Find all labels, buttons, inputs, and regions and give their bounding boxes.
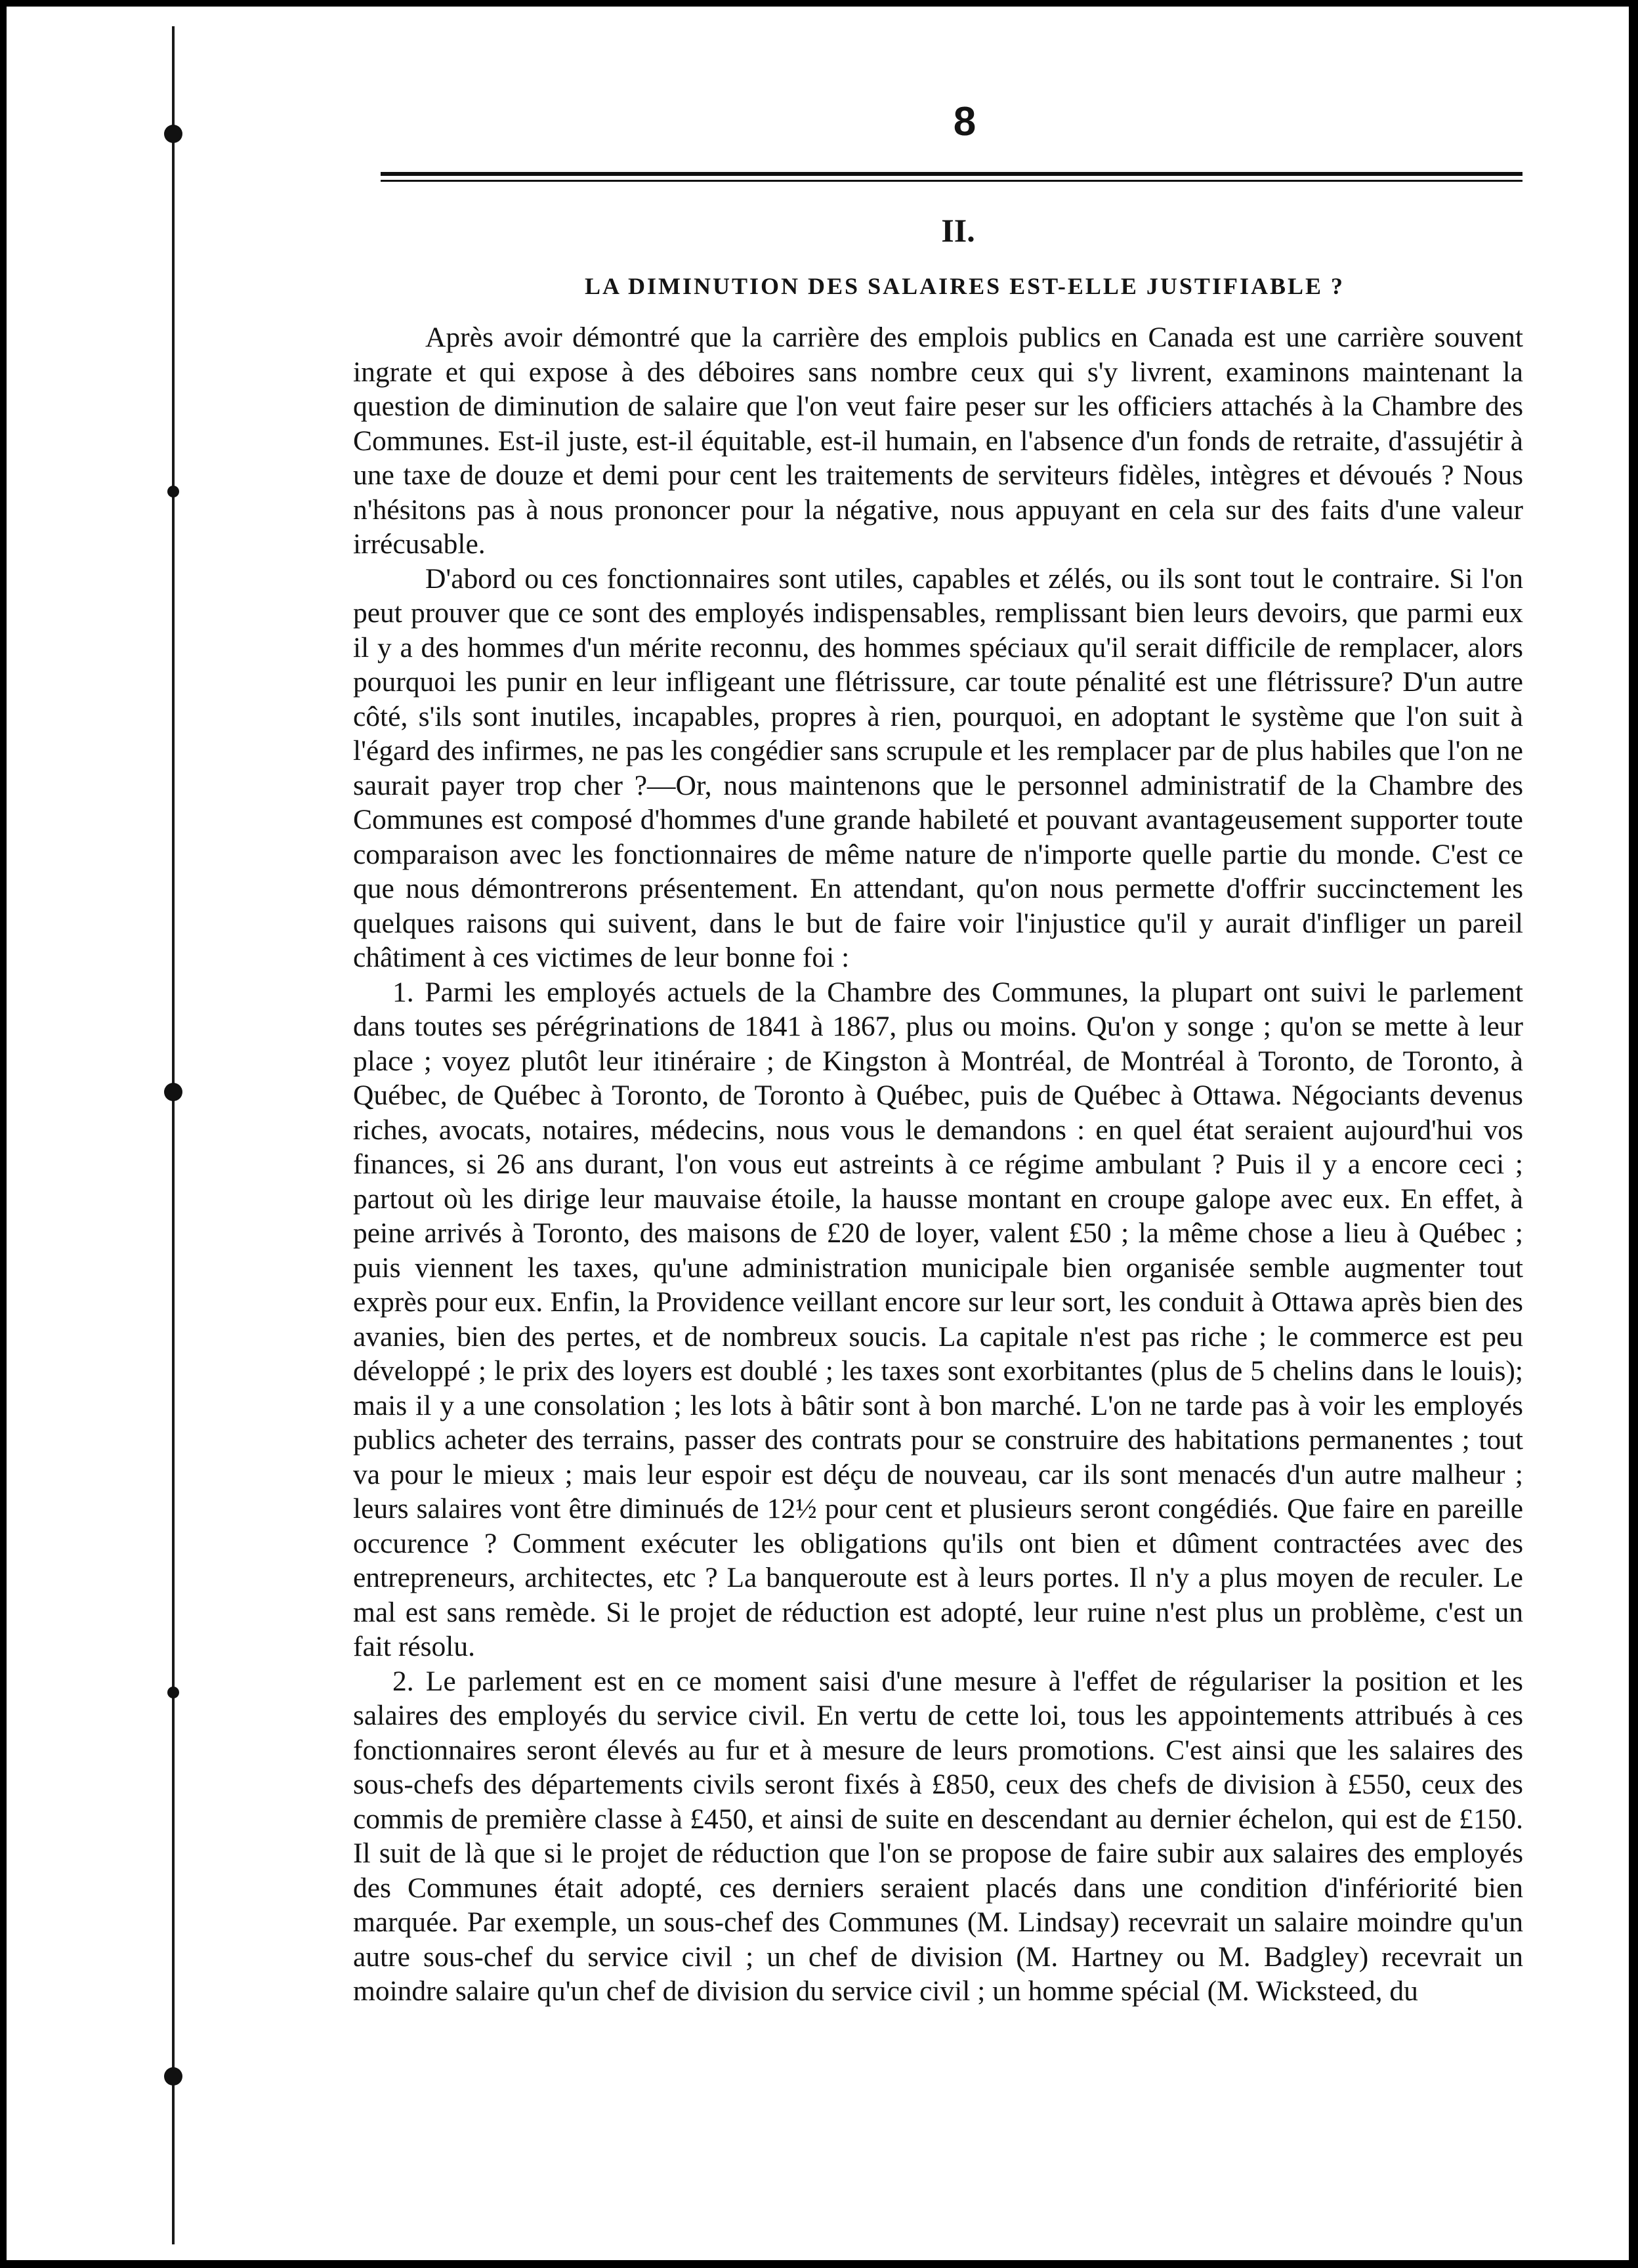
scan-border-bottom [0,2260,1638,2268]
binding-gutter-line [172,26,175,2244]
header-rule-thin [381,180,1522,182]
body-text [353,320,1523,2009]
page-number: 8 [953,99,976,144]
binding-hole-mark [164,2067,182,2086]
binding-hole-mark [167,486,179,497]
scan-border-left [0,0,7,2268]
section-title: LA DIMINUTION DES SALAIRES EST-ELLE JUSTIFIABLE ? [585,273,1345,299]
binding-hole-mark [164,125,182,143]
binding-hole-mark [164,1083,182,1101]
scan-border-top [0,0,1638,7]
header-rule-thick [381,172,1522,176]
numbered-paragraph: 1. Parmi les employés actuels de la Chambre des Communes, la plupart ont suivi le parlement dans toutes ses pérégrinations de 1841 à 1867, plus ou moins. Qu'on y songe ; qu'on se mette à leur place ; voyez plutôt leur itinéraire ; de Kingston à Montréal, de Montréal à Toronto, de Toronto, à Québec, de Québec à Toronto, de Toronto à Québec, puis de Québec à Ottawa. Négociants devenus riches, avocats, notaires, médecins, nous vous le demandons : en quel état seraient aujourd'hui vos finances, si 26 ans durant, l'on vous eut astreints à ce régime ambulant ? Puis il y a encore ceci ; partout où les dirige leur mauvaise étoile, la hausse montant en croupe galope avec eux. En effet, à peine arrivés à Toronto, des maisons de £20 de loyer, valent £50 ; la même chose a lieu à Québec ; puis viennent les taxes, qu'une administration municipale bien organisée semble augmenter tout exprès pour eux. Enfin, la Providence veillant encore sur leur sort, les conduit à Ottawa après bien des avanies, bien des pertes, et de nombreux soucis. La capitale n'est pas riche ; le commerce est peu développé ; le prix des loyers est doublé ; les taxes sont exorbitantes (plus de 5 chelins dans le louis); mais il y a une consolation ; les lots à bâtir sont à bon marché. L'on ne tarde pas à voir les employés publics acheter des terrains, passer des contrats pour se construire des habitations permanentes ; tout va pour le mieux ; mais leur espoir est déçu de nouveau, car ils sont menacés d'un autre malheur ; leurs salaires vont être diminués de 12½ pour cent et plusieurs seront congédiés. Que faire en pareille occurence ? Comment exécuter les obligations qu'ils ont bien et dûment contractées avec des entrepreneurs, architectes, etc ? La banqueroute est à leurs portes. Il n'y a plus moyen de reculer. Le mal est sans remède. Si le projet de réduction est adopté, leur ruine n'est plus un problème, c'est un fait résolu. [353,976,1523,1662]
binding-hole-mark [167,1687,179,1698]
section-number: II. [941,212,975,249]
paragraph: D'abord ou ces fonctionnaires sont utiles, capables et zélés, ou ils sont tout le contraire. Si l'on peut prouver que ce sont des employés indispensables, remplissant bien leurs devoirs, que parmi eux il y a des hommes d'un mérite reconnu, des hommes spéciaux qu'il serait difficile de remplacer, alors pourquoi les punir en leur infligeant une flétrissure, car toute pénalité est une flétrissure? D'un autre côté, s'ils sont inutiles, incapables, propres à rien, pourquoi, en adoptant le système que l'on suit à l'égard des infirmes, ne pas les congédier sans scrupule et les remplacer par de plus habiles que l'on ne saurait payer trop cher ?—Or, nous maintenons que le personnel administratif de la Chambre des Communes est composé d'hommes d'une grande habileté et pouvant avantageusement supporter toute comparaison avec les fonctionnaires de même nature de n'importe quelle partie du monde. C'est ce que nous démontrerons présentement. En attendant, qu'on nous permette d'offrir succinctement les quelques raisons qui suivent, dans le but de faire voir l'injustice qu'il y aurait d'infliger un pareil châtiment à ces victimes de leur bonne foi : [353,562,1523,973]
scan-border-right [1629,0,1638,2268]
numbered-paragraph: 2. Le parlement est en ce moment saisi d'une mesure à l'effet de régulariser la position et les salaires des employés du service civil. En vertu de cette loi, tous les appointements attribués à ces fonctionnaires seront élevés au fur et à mesure de leurs promotions. C'est ainsi que les salaires des sous-chefs des départements civils seront fixés à £850, ceux des chefs de division à £550, ceux des commis de première classe à £450, et ainsi de suite en descendant au dernier échelon, qui est de £150. Il suit de là que si le projet de réduction que l'on se propose de faire subir aux salaires des employés des Communes était adopté, ces derniers seraient placés dans une condition d'infériorité bien marquée. Par exemple, un sous-chef des Communes (M. Lindsay) recevrait un salaire moindre qu'un autre sous-chef du service civil ; un chef de division (M. Hartney ou M. Badgley) recevrait un moindre salaire qu'un chef de division du service civil ; un homme spécial (M. Wicksteed, du [353,1665,1523,2007]
paragraph: Après avoir démontré que la carrière des emplois publics en Canada est une carrière souvent ingrate et qui expose à des déboires sans nombre ceux qui s'y livrent, examinons maintenant la question de diminution de salaire que l'on veut faire peser sur les officiers attachés à la Chambre des Communes. Est-il juste, est-il équitable, est-il humain, en l'absence d'un fonds de retraite, d'assujétir à une taxe de douze et demi pour cent les traitements de serviteurs fidèles, intègres et dévoués ? Nous n'hésitons pas à nous prononcer pour la négative, nous appuyant en cela sur des faits d'une valeur irrécusable. [353,322,1523,560]
